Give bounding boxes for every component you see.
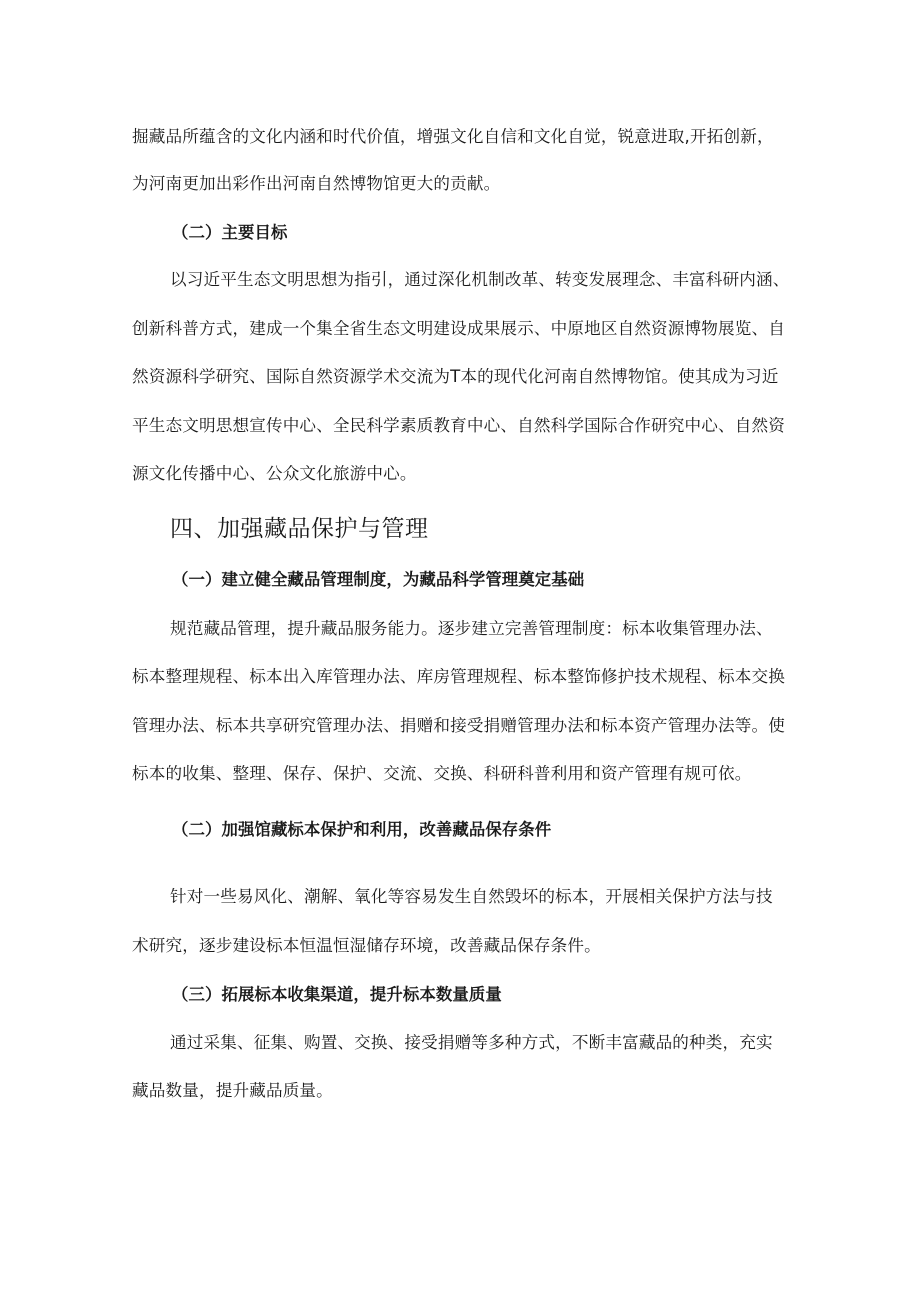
intro-line-1: 掘藏品所蕴含的文化内涵和时代价值，增强文化自信和文化自觉，锐意进取,开拓创新， — [132, 127, 774, 146]
para-one-line-1: 规范藏品管理，提升藏品服务能力。逐步建立完善管理制度：标本收集管理办法、 — [170, 619, 773, 638]
subheading-three: （三）拓展标本收集渠道，提升标本数量质量 — [172, 985, 502, 1004]
goals-line-1: 以习近平生态文明思想为指引，通过深化机制改革、转变发展理念、丰富科研内涵、 — [170, 270, 790, 289]
para-one-line-4: 标本的收集、整理、保存、保护、交流、交换、科研科普利用和资产管理有规可依。 — [132, 764, 752, 783]
subheading-two: （二）加强馆藏标本保护和利用，改善藏品保存条件 — [172, 820, 552, 839]
para-two-line-2: 术研究，逐步建设标本恒温恒湿储存环境，改善藏品保存条件。 — [132, 936, 601, 955]
goals-line-3: 然资源科学研究、国际自然资源学术交流为T本的现代化河南自然博物馆。使其成为习近 — [132, 367, 779, 386]
goals-line-4: 平生态文明思想宣传中心、全民科学素质教育中心、自然科学国际合作研究中心、自然资 — [132, 416, 786, 435]
intro-line-2: 为河南更加出彩作出河南自然博物馆更大的贡献。 — [132, 174, 501, 193]
para-three-line-2: 藏品数量，提升藏品质量。 — [132, 1081, 333, 1100]
subheading-main-goals: （二）主要目标 — [172, 223, 288, 242]
subheading-one: （一）建立健全藏品管理制度，为藏品科学管理奠定基础 — [172, 570, 585, 589]
para-three-line-1: 通过采集、征集、购置、交换、接受捐赠等多种方式，不断丰富藏品的种类，充实 — [170, 1033, 773, 1052]
section-four-title: 四、加强藏品保护与管理 — [170, 516, 429, 542]
goals-line-2: 创新科普方式，建成一个集全省生态文明建设成果展示、中原地区自然资源博物展览、自 — [132, 319, 786, 338]
goals-line-5: 源文化传播中心、公众文化旅游中心。 — [132, 464, 417, 483]
para-one-line-2: 标本整理规程、标本出入库管理办法、库房管理规程、标本整饰修护技术规程、标本交换 — [132, 667, 786, 686]
para-one-line-3: 管理办法、标本共享研究管理办法、捐赠和接受捐赠管理办法和标本资产管理办法等。使 — [132, 716, 786, 735]
para-two-line-1: 针对一些易风化、潮解、氧化等容易发生自然毁坏的标本，开展相关保护方法与技 — [170, 887, 773, 906]
